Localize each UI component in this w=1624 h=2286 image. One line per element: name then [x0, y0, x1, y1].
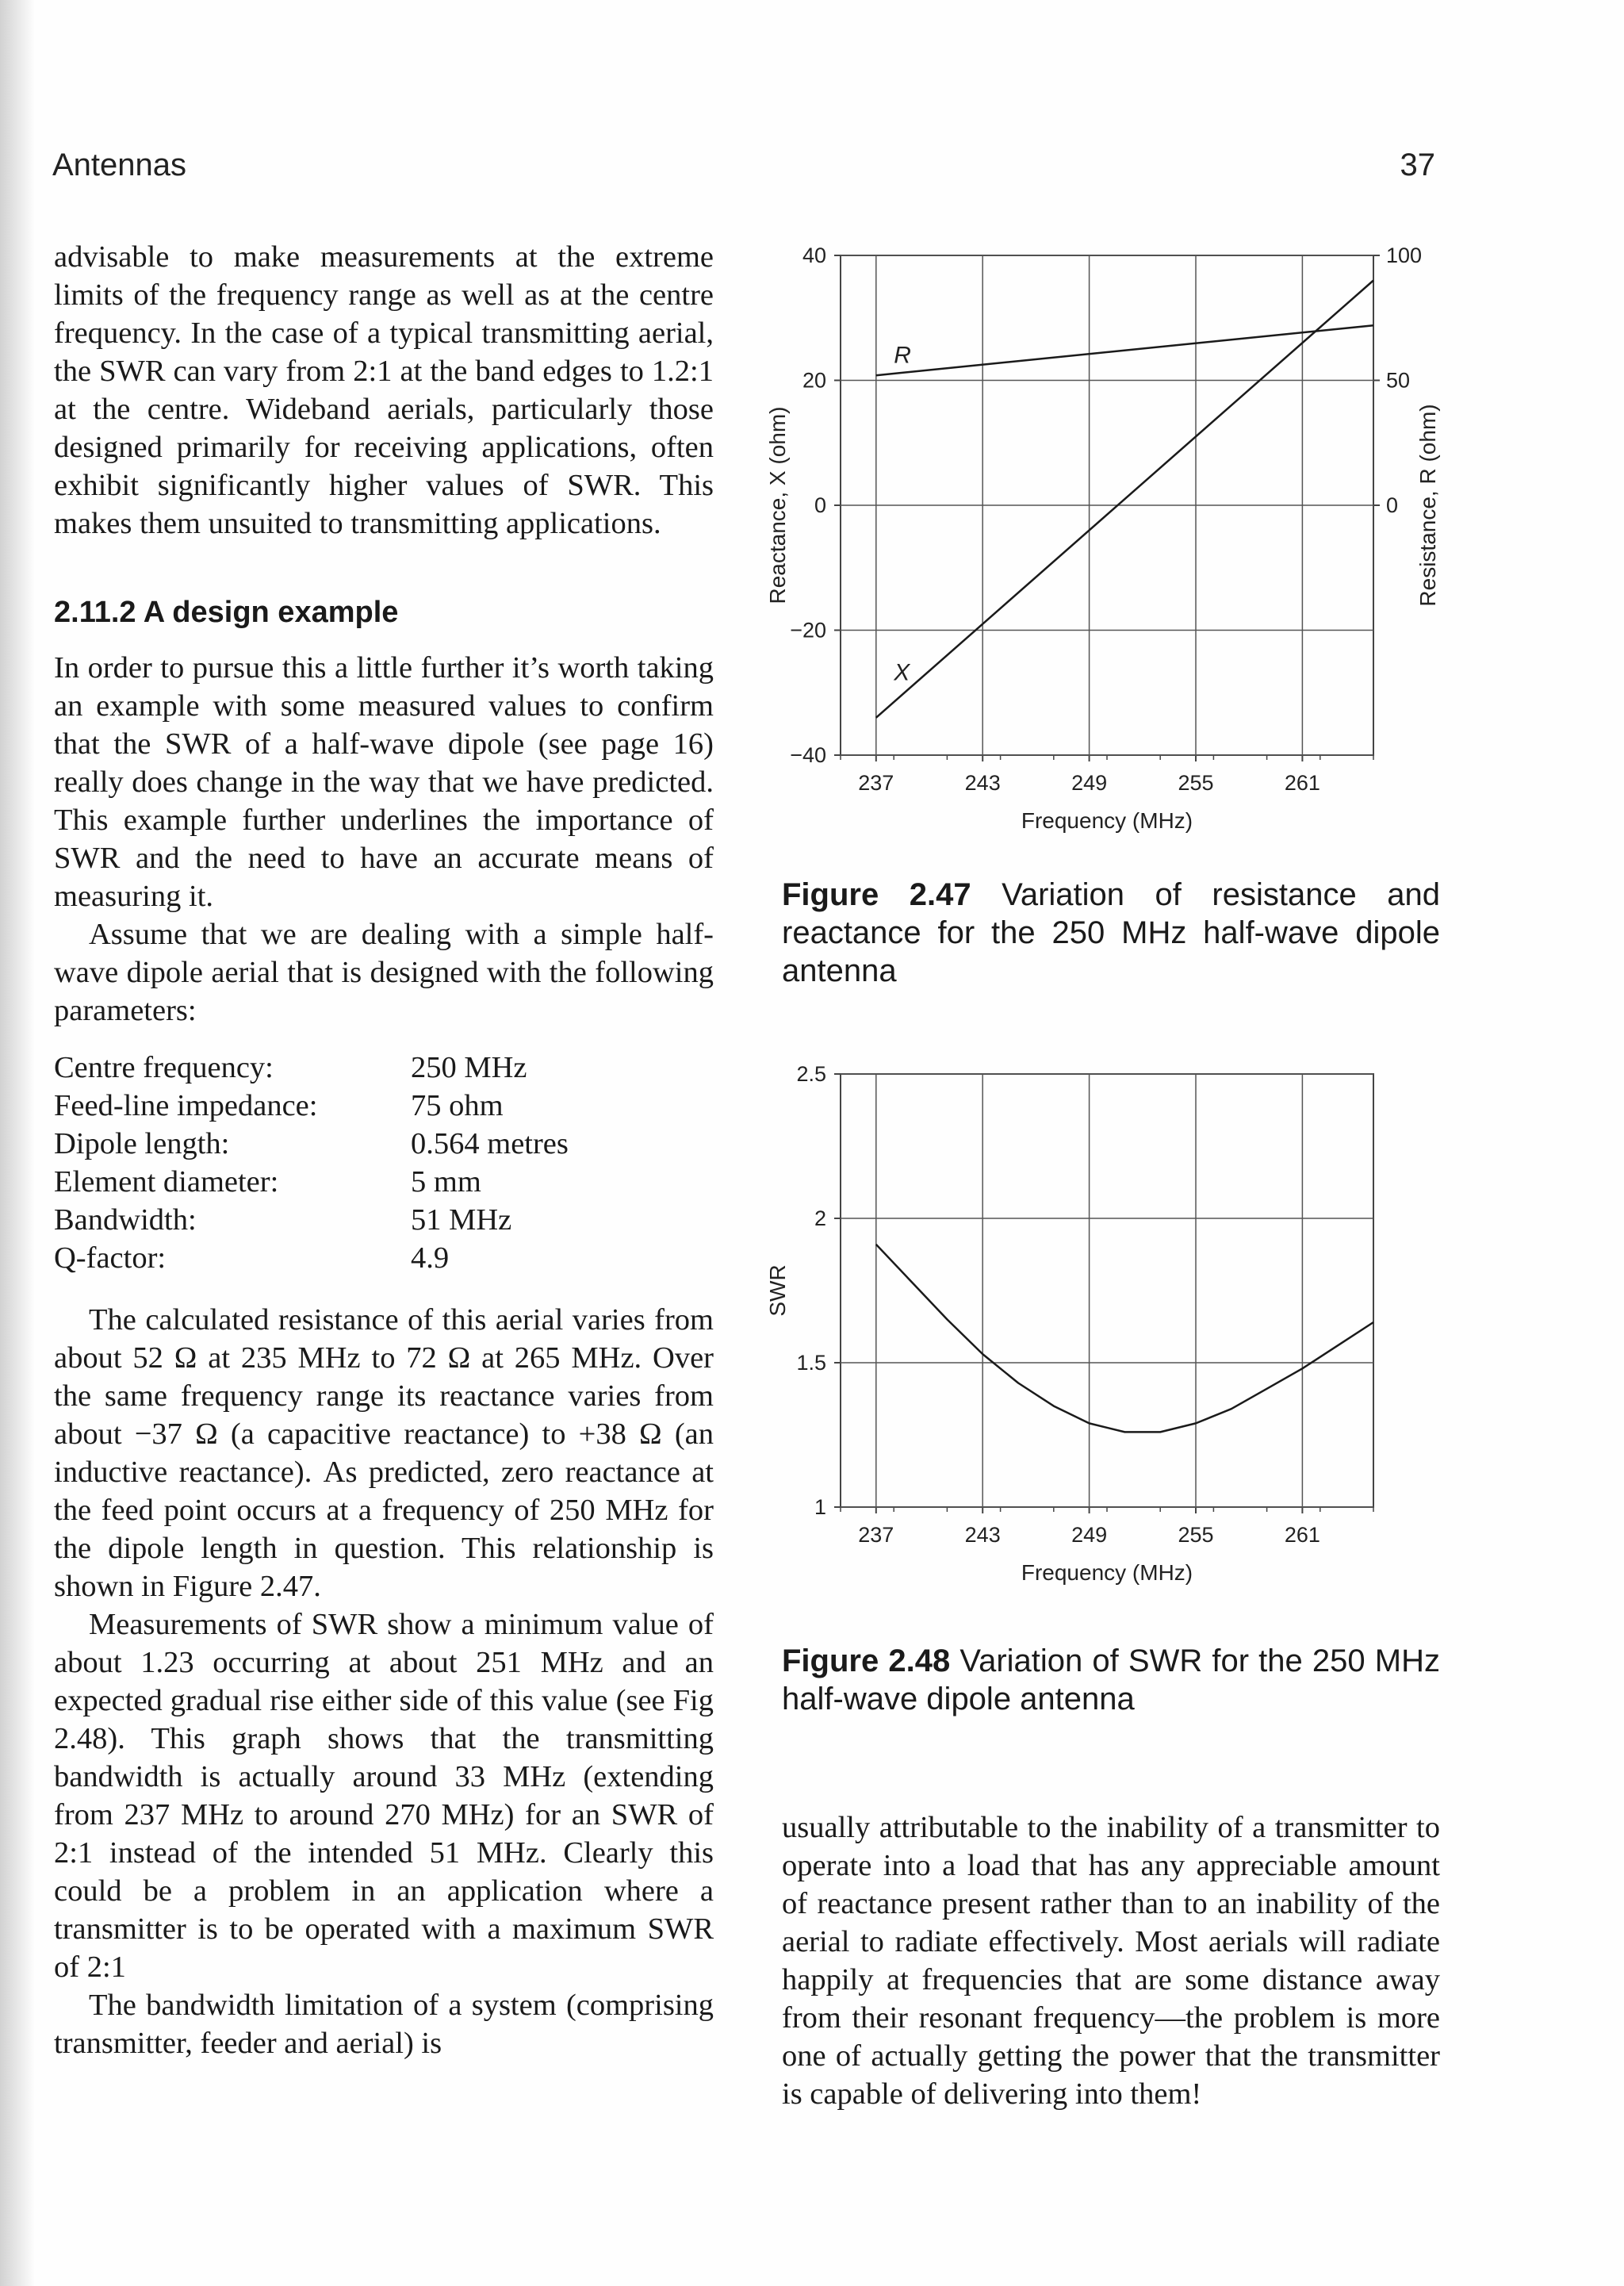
running-header [52, 148, 1435, 195]
page-number: 37 [1400, 148, 1435, 182]
section-heading: 2.11.2 A design example [54, 596, 399, 629]
reactance-resistance-chart [761, 238, 1459, 873]
y-tick-label: 1.5 [796, 1351, 826, 1375]
y2-tick-label: 50 [1386, 368, 1411, 393]
paragraph: The calculated resistance of this aerial varies from about 52 Ω at 235 MHz to 72 Ω at 265 MHz. Over the same frequency range its reactance varies from about −37 Ω (a capacitive reactance) to +38 Ω (an inductive reactance). As predicted, zero reactance at the feed point occurs at a frequency of 250 MHz for the dipole length in question. This relationship is shown in Figure 2.47. [54, 1303, 714, 1603]
parameter-value: 75 ohm [411, 1089, 504, 1122]
parameter-value: 5 mm [411, 1165, 481, 1199]
parameter-row [54, 1239, 714, 1277]
series-line-swr [876, 1245, 1373, 1433]
x-tick-label: 255 [1178, 1523, 1214, 1547]
y-tick-label: 20 [802, 368, 826, 393]
parameter-row [54, 1201, 714, 1239]
parameter-value: 250 MHz [411, 1051, 527, 1084]
parameter-row [54, 1163, 714, 1201]
paragraph: advisable to make measurements at the extreme limits of the frequency range as well as at the centre frequency. In the case of a typical transmitting aerial, the SWR can vary from 2:1 at the band edges to 1.2:1 at the centre. Wideband aerials, particularly those designed primarily for receiving applications, often exhibit significantly higher values of SWR. This makes them unsuited to transmitting applications. [54, 240, 714, 540]
parameter-name: Centre frequency: [54, 1051, 274, 1084]
figure-2-48-caption [782, 1642, 1440, 1718]
series-annotation-label: R [894, 342, 911, 369]
parameter-value: 0.564 metres [411, 1127, 569, 1160]
figure-2-47-caption [782, 876, 1440, 990]
y-tick-label: 0 [814, 493, 826, 517]
series-line-r [876, 325, 1373, 375]
figure-caption-text: Variation of resistance and reactance for the 250 MHz half-wave dipole antenna [782, 877, 1440, 988]
y-tick-label: 1 [814, 1495, 826, 1519]
x-tick-label: 249 [1071, 1523, 1108, 1547]
y-axis-label: Reactance, X (ohm) [765, 406, 790, 604]
x-tick-label: 261 [1284, 771, 1320, 795]
chapter-title: Antennas [52, 148, 187, 182]
parameter-name: Q-factor: [54, 1241, 167, 1275]
figure-caption-text: Variation of SWR for the 250 MHz half-wave dipole antenna [782, 1644, 1440, 1716]
right-column [782, 1808, 1440, 2113]
page-gutter-shadow [0, 0, 35, 2286]
parameter-row [54, 1049, 714, 1087]
parameter-value: 51 MHz [411, 1203, 512, 1237]
y-tick-label: 2.5 [796, 1062, 826, 1086]
paragraph: usually attributable to the inability of a transmitter to operate into a load that has any appreciable amount of reactance present rather than to an inability of the aerial to radiate effectively. Most aerials will radiate happily at frequencies that are some distance away from their resonant frequency—the problem is more one of actually getting the power that the transmitter is capable of delivering into them! [782, 1811, 1440, 2111]
x-tick-label: 255 [1178, 771, 1214, 795]
y-tick-label: −20 [790, 618, 826, 642]
x-tick-label: 243 [964, 771, 1001, 795]
y-tick-label: 40 [802, 244, 826, 267]
left-column [54, 238, 714, 2062]
paragraph: Assume that we are dealing with a simple half-wave dipole aerial that is designed with the following parameters: [54, 918, 714, 1027]
parameter-list [54, 1049, 714, 1277]
series-line-x [876, 281, 1373, 718]
x-tick-label: 243 [964, 1523, 1001, 1547]
swr-chart [761, 1047, 1459, 1626]
x-tick-label: 237 [858, 1523, 894, 1547]
y2-axis-label: Resistance, R (ohm) [1415, 404, 1440, 607]
figure-label: Figure 2.47 [782, 877, 971, 912]
x-axis-label: Frequency (MHz) [1021, 1560, 1193, 1585]
parameter-row [54, 1125, 714, 1163]
y-axis-label: SWR [765, 1264, 790, 1317]
paragraph: The bandwidth limitation of a system (comprising transmitter, feeder and aerial) is [54, 1989, 714, 2060]
y2-tick-label: 100 [1386, 244, 1423, 267]
x-tick-label: 237 [858, 771, 894, 795]
parameter-name: Bandwidth: [54, 1203, 197, 1237]
figure-label: Figure 2.48 [782, 1644, 951, 1678]
paragraph: In order to pursue this a little further it’s worth taking an example with some measured values to confirm that the SWR of a half-wave dipole (see page 16) really does change in the way that we have predicted. This example further underlines the importance of SWR and the need to have an accurate means of measuring it. [54, 651, 714, 913]
x-tick-label: 249 [1071, 771, 1108, 795]
parameter-name: Element diameter: [54, 1165, 279, 1199]
parameter-name: Dipole length: [54, 1127, 230, 1160]
series-annotation-label: X [894, 659, 910, 686]
paragraph: Measurements of SWR show a minimum value of about 1.23 occurring at about 251 MHz and an expected gradual rise either side of this value (see Fig 2.48). This graph shows that the transmitting bandwidth is actually around 33 MHz (extending from 237 MHz to around 270 MHz) for an SWR of 2:1 instead of the intended 51 MHz. Clearly this could be a problem in an application where a transmitter is to be operated with a maximum SWR of 2:1 [54, 1608, 714, 1984]
parameter-row [54, 1087, 714, 1125]
y-tick-label: −40 [790, 743, 826, 767]
y2-tick-label: 0 [1386, 493, 1399, 517]
y-tick-label: 2 [814, 1206, 826, 1230]
x-tick-label: 261 [1284, 1523, 1320, 1547]
parameter-name: Feed-line impedance: [54, 1089, 318, 1122]
parameter-value: 4.9 [411, 1241, 450, 1275]
x-axis-label: Frequency (MHz) [1021, 808, 1193, 833]
